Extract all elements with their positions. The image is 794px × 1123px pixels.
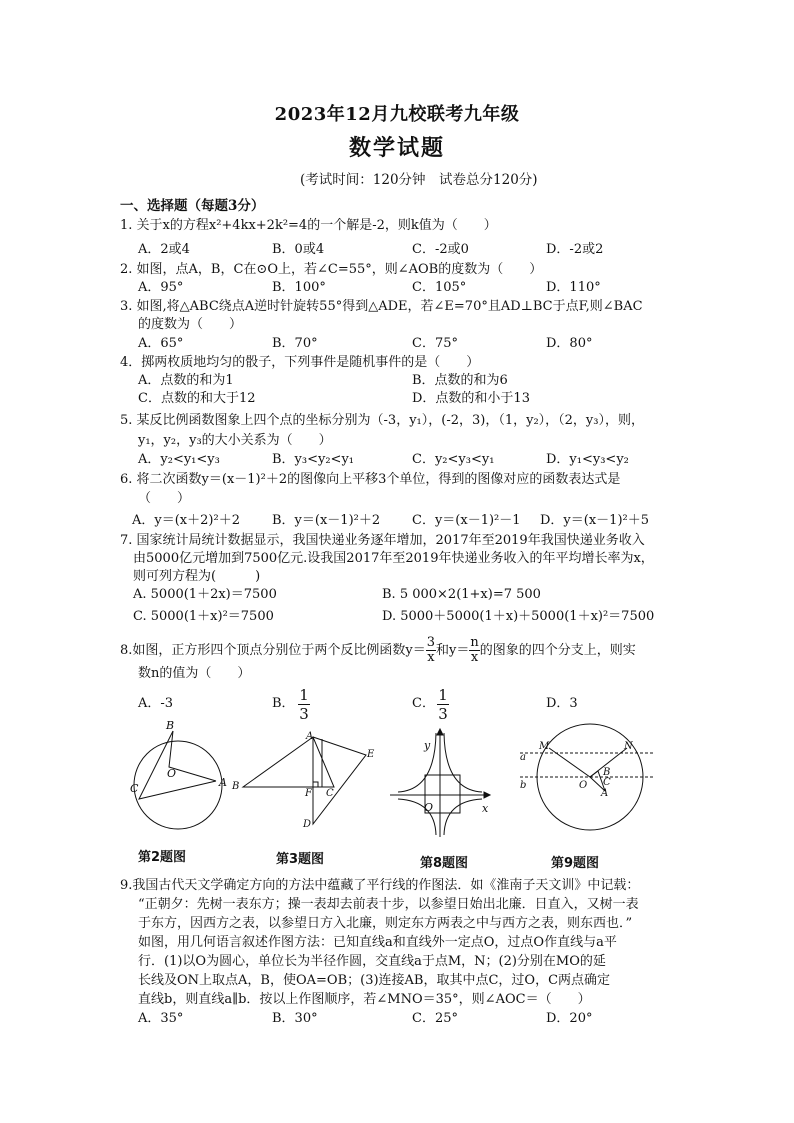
figures-row: [0, 715, 794, 840]
fig9-segments-mon: [549, 748, 627, 777]
q8-stem-part-c: 的图象的四个分支上，则实: [479, 643, 636, 658]
figure-3-triangle-diagram: [231, 731, 375, 830]
fig9-segment-ob: [590, 771, 598, 777]
q8-stem-line2: 数n的值为（ ）: [138, 666, 251, 681]
q6-option-b: B．y＝(x－1)²＋2: [272, 513, 381, 528]
fig2-radii: [169, 731, 216, 781]
q7-stem-line1: 7. 国家统计局统计数据显示，我国快递业务逐年增加，2017年至2019年我国快递业务收入: [120, 533, 645, 548]
fig8-branch-q1: [444, 733, 482, 792]
q4-option-a: A．点数的和为1: [138, 373, 234, 388]
q3-option-d: D．80°: [546, 336, 593, 351]
fig2-label-a: A: [219, 776, 227, 789]
q7-stem-line2: 由5000亿元增加到7500亿元.设我国2017年至2019年快递业务收入的年平均增长率为x，: [133, 551, 654, 566]
q8-option-b-denominator: 3: [299, 705, 309, 723]
q1-stem: 1. 关于x的方程x²+4kx+2k²=4的一个解是-2，则k值为（ ）: [120, 218, 497, 233]
fig9-label-a-line: a: [520, 752, 526, 763]
q5-option-c: C．y₂<y₃<y₁: [412, 452, 495, 467]
q8-option-c-denominator: 3: [438, 705, 448, 723]
fig9-label-a: A: [601, 788, 609, 799]
q8-stem-line1: [120, 636, 636, 665]
q2-option-a: A．95°: [138, 280, 184, 295]
fig8-label-y: y: [424, 739, 431, 752]
q5-option-a: A．y₂<y₁<y₃: [138, 452, 220, 467]
q9-line3: 于东方，因西方之表，以参望日方入北廉，则定东方两表之中与西方之表，则东西也．”: [138, 916, 633, 931]
fig8-caption: 第8题图: [420, 856, 469, 871]
fig9-caption: 第9题图: [551, 856, 600, 871]
fig3-triangle-abc: [243, 737, 334, 787]
fig9-label-b-line: b: [520, 780, 527, 791]
q4-option-c: C．点数的和大于12: [138, 391, 256, 406]
q8-frac2-numerator: n: [470, 635, 479, 650]
q2-option-b: B．100°: [272, 280, 326, 295]
fig8-label-o: O: [424, 801, 434, 814]
q8-frac1-denominator: x: [427, 650, 435, 665]
q6-option-a: A．y＝(x＋2)²＋2: [132, 513, 240, 528]
q7-stem-line3: 则可列方程为( ): [133, 569, 261, 584]
section-title: 一、选择题（每题3分）: [120, 198, 265, 214]
q7-option-a: A. 5000(1＋2x)＝7500: [133, 587, 277, 602]
exam-info: (考试时间：120分钟 试卷总分120分): [300, 172, 538, 188]
q9-line1: 9.我国古代天文学确定方向的方法中蕴藏了平行线的作图法．如《淮南子天文训》中记载：: [120, 878, 640, 893]
q9-line7: 直线b，则直线a∥b．按以上作图顺序，若∠MNO＝35°，则∠AOC＝（ ）: [138, 992, 591, 1007]
q9-option-d: D．20°: [546, 1011, 593, 1026]
q9-option-a: A．35°: [138, 1011, 184, 1026]
fig2-label-o: O: [167, 767, 177, 780]
q7-option-b: B. 5 000×2(1+x)=7 500: [382, 587, 541, 602]
q4-stem: 4．掷两枚质地均匀的骰子，下列事件是随机事件的是（ ）: [120, 355, 480, 370]
q1-option-d: D．-2或2: [546, 242, 604, 257]
q5-option-d: D．y₁<y₃<y₂: [546, 452, 629, 467]
q3-option-c: C．75°: [412, 336, 458, 351]
q7-option-c: C. 5000(1＋x)²＝7500: [133, 609, 274, 624]
fig8-branch-q2: [398, 733, 436, 792]
figure-9-parallel-diagram: [520, 724, 655, 830]
fig3-caption: 第3题图: [276, 852, 325, 867]
fig2-circle: [134, 741, 222, 829]
q8-frac1-numerator: 3: [426, 635, 436, 650]
fig9-label-c: C: [603, 777, 611, 788]
q4-option-b: B．点数的和为6: [412, 373, 508, 388]
q8-option-b-numerator: 1: [299, 686, 309, 704]
figure-2-circle-diagram: [130, 719, 227, 829]
q1-option-b: B．0或4: [272, 242, 325, 257]
q2-option-d: D．110°: [546, 280, 601, 295]
fig2-label-b: B: [166, 719, 175, 732]
fig8-branch-q4: [444, 799, 482, 835]
fig3-label-b: B: [232, 781, 240, 792]
q9-option-c: C．25°: [412, 1011, 458, 1026]
q1-option-a: A．2或4: [138, 242, 190, 257]
q8-option-a: A．-3: [138, 696, 174, 711]
q2-option-c: C．105°: [412, 280, 467, 295]
figure-8-hyperbola-diagram: [390, 729, 490, 837]
q3-stem-line1: 3. 如图,将△ABC绕点A逆时针旋转55°得到△ADE，若∠E=70°且AD⊥BC于点F,则∠BAC: [120, 299, 643, 314]
fig2-label-c: C: [130, 782, 139, 795]
q8-option-b-label: B．: [272, 696, 295, 711]
fig3-label-d: D: [303, 819, 312, 830]
fig3-label-e: E: [367, 749, 375, 760]
q5-stem-line1: 5. 某反比例函数图象上四个点的坐标分别为（-3，y₁），(-2，3)，（1，y₂），（2，y₃），则，: [120, 413, 644, 428]
fig8-y-arrow: [437, 729, 443, 735]
fig3-label-c: C: [326, 788, 334, 799]
q6-stem-line1: 6. 将二次函数y＝(x－1)²＋2的图像向上平移3个单位，得到的图像对应的函数表达式是: [120, 472, 621, 487]
fig8-label-x: x: [482, 802, 489, 815]
q8-option-c-label: C．: [412, 696, 435, 711]
q3-stem-line2: 的度数为（ ）: [138, 317, 243, 332]
exam-header-title: 2023年12月九校联考九年级: [274, 104, 520, 125]
fig8-x-arrow: [484, 792, 490, 798]
q3-option-b: B．70°: [272, 336, 318, 351]
fig9-label-b: B: [603, 767, 611, 778]
q4-option-d: D．点数的和小于13: [412, 391, 530, 406]
q3-option-a: A．65°: [138, 336, 184, 351]
exam-subject-title: 数学试题: [348, 135, 445, 161]
q8-stem-part-b: 和y＝: [436, 643, 470, 658]
q9-line2: “正朝夕：先树一表东方；操一表却去前表十步，以参望日始出北廉．日直入，又树一表: [138, 897, 639, 912]
q8-stem-part-a: 8.如图，正方形四个顶点分别位于两个反比例函数y＝: [120, 643, 426, 658]
fig3-label-a: A: [306, 731, 314, 742]
q9-option-b: B．30°: [272, 1011, 318, 1026]
fig2-caption: 第2题图: [138, 850, 187, 865]
fig3-label-f: F: [305, 788, 312, 799]
q8-fraction-3-over-x: [426, 636, 436, 665]
fig9-label-n: N: [624, 741, 633, 752]
q6-option-c: C．y＝(x－1)²－1: [412, 513, 521, 528]
q8-fraction-n-over-x: [469, 636, 479, 665]
fig3-right-angle: [313, 782, 318, 787]
q5-option-b: B．y₃<y₂<y₁: [272, 452, 355, 467]
q8-option-d: D．3: [546, 696, 578, 711]
q1-option-c: C．-2或0: [412, 242, 469, 257]
q8-frac2-denominator: x: [470, 650, 479, 665]
q6-stem-line2: （ ）: [138, 491, 191, 506]
q8-option-c-numerator: 1: [438, 686, 448, 704]
q5-stem-line2: y₁，y₂，y₃的大小关系为（ ）: [138, 433, 332, 448]
q9-line5: 行．(1)以O为圆心，单位长为半径作圆，交直线a于点M，N；(2)分别在MO的延: [138, 954, 606, 969]
q6-option-d: D．y＝(x－1)²＋5: [540, 513, 649, 528]
q9-line6: 长线及ON上取点A，B，使OA=OB；(3)连接AB，取其中点C，过O，C两点确定: [138, 973, 611, 988]
q7-option-d: D. 5000＋5000(1＋x)＋5000(1＋x)²＝7500: [382, 609, 655, 624]
fig9-label-m: M: [539, 741, 550, 752]
q9-line4: 如图，用几何语言叙述作图方法：已知直线a和直线外一定点O，过点O作直线与a平: [138, 935, 617, 950]
fig9-label-o: O: [579, 780, 588, 791]
fig3-triangle-ade: [313, 737, 366, 824]
q2-stem: 2. 如图，点A，B，C在⊙O上，若∠C=55°，则∠AOB的度数为（ ）: [120, 262, 543, 277]
